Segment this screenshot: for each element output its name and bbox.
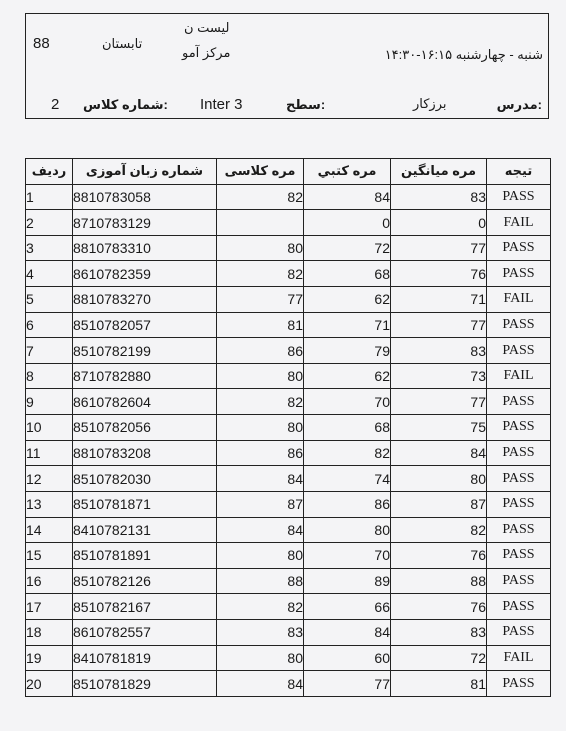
level-label: سطح:	[286, 97, 326, 112]
grades-table	[25, 158, 551, 697]
class-score: 80	[217, 363, 304, 389]
student-id: 8510782199	[73, 338, 217, 364]
col-header-student-id: شماره زبان آموزی	[73, 159, 217, 185]
average-score: 76	[391, 261, 487, 287]
class-score: 86	[217, 440, 304, 466]
average-score: 77	[391, 312, 487, 338]
written-score: 0	[304, 210, 391, 236]
row-number: 5	[26, 287, 73, 313]
class-score: 88	[217, 568, 304, 594]
table-row	[26, 671, 551, 697]
student-id: 8710783129	[73, 210, 217, 236]
result-status: PASS	[487, 466, 551, 492]
table-row	[26, 210, 551, 236]
written-score: 84	[304, 619, 391, 645]
student-id: 8510782057	[73, 312, 217, 338]
written-score: 77	[304, 671, 391, 697]
average-score: 72	[391, 645, 487, 671]
student-id: 8810783310	[73, 235, 217, 261]
class-info-header	[25, 13, 549, 119]
written-score: 74	[304, 466, 391, 492]
row-number: 20	[26, 671, 73, 697]
table-row	[26, 619, 551, 645]
result-status: FAIL	[487, 363, 551, 389]
student-id: 8610782359	[73, 261, 217, 287]
written-score: 70	[304, 389, 391, 415]
average-score: 88	[391, 568, 487, 594]
table-row	[26, 312, 551, 338]
average-score: 75	[391, 415, 487, 441]
average-score: 83	[391, 619, 487, 645]
written-score: 72	[304, 235, 391, 261]
result-status: PASS	[487, 235, 551, 261]
table-row	[26, 645, 551, 671]
result-status: PASS	[487, 671, 551, 697]
table-row	[26, 338, 551, 364]
table-row	[26, 389, 551, 415]
student-id: 8810783208	[73, 440, 217, 466]
list-title: لیست ن	[184, 20, 230, 35]
average-score: 77	[391, 235, 487, 261]
result-status: PASS	[487, 491, 551, 517]
written-score: 86	[304, 491, 391, 517]
student-id: 8810783270	[73, 287, 217, 313]
table-row	[26, 415, 551, 441]
table-row	[26, 440, 551, 466]
class-score: 87	[217, 491, 304, 517]
center-name: مرکز آمو	[182, 45, 231, 60]
teacher-name: برزکار	[413, 96, 447, 111]
average-score: 80	[391, 466, 487, 492]
table-row	[26, 184, 551, 210]
average-score: 81	[391, 671, 487, 697]
table-row	[26, 543, 551, 569]
class-score: 82	[217, 184, 304, 210]
row-number: 19	[26, 645, 73, 671]
table-row	[26, 466, 551, 492]
class-score: 77	[217, 287, 304, 313]
class-score: 80	[217, 235, 304, 261]
class-score: 82	[217, 261, 304, 287]
result-status: PASS	[487, 184, 551, 210]
result-status: PASS	[487, 543, 551, 569]
row-number: 10	[26, 415, 73, 441]
row-number: 11	[26, 440, 73, 466]
result-status: FAIL	[487, 210, 551, 236]
class-score: 80	[217, 415, 304, 441]
student-id: 8710782880	[73, 363, 217, 389]
class-score: 84	[217, 517, 304, 543]
class-score: 82	[217, 389, 304, 415]
student-id: 8510782030	[73, 466, 217, 492]
result-status: PASS	[487, 440, 551, 466]
row-number: 12	[26, 466, 73, 492]
class-score: 80	[217, 645, 304, 671]
written-score: 68	[304, 261, 391, 287]
student-id: 8510781829	[73, 671, 217, 697]
written-score: 71	[304, 312, 391, 338]
result-status: PASS	[487, 338, 551, 364]
table-row	[26, 568, 551, 594]
average-score: 87	[391, 491, 487, 517]
term-code: 88	[33, 35, 50, 52]
class-score: 84	[217, 671, 304, 697]
row-number: 2	[26, 210, 73, 236]
average-score: 77	[391, 389, 487, 415]
written-score: 82	[304, 440, 391, 466]
average-score: 84	[391, 440, 487, 466]
average-score: 76	[391, 543, 487, 569]
student-id: 8510782126	[73, 568, 217, 594]
table-row	[26, 235, 551, 261]
student-id: 8510781891	[73, 543, 217, 569]
average-score: 73	[391, 363, 487, 389]
teacher-label: مدرس:	[496, 97, 542, 112]
average-score: 0	[391, 210, 487, 236]
result-status: PASS	[487, 619, 551, 645]
row-number: 9	[26, 389, 73, 415]
average-score: 71	[391, 287, 487, 313]
col-header-row: ردیف	[26, 159, 73, 185]
average-score: 83	[391, 184, 487, 210]
average-score: 83	[391, 338, 487, 364]
written-score: 60	[304, 645, 391, 671]
col-header-class-score: مره کلاسی	[217, 159, 304, 185]
row-number: 4	[26, 261, 73, 287]
result-status: PASS	[487, 415, 551, 441]
written-score: 89	[304, 568, 391, 594]
class-number: 2	[51, 96, 60, 113]
table-row	[26, 287, 551, 313]
table-row	[26, 363, 551, 389]
table-header-row	[26, 159, 551, 185]
student-id: 8410782131	[73, 517, 217, 543]
table-row	[26, 261, 551, 287]
row-number: 18	[26, 619, 73, 645]
written-score: 79	[304, 338, 391, 364]
col-header-average: مره میانگین	[391, 159, 487, 185]
level-value: Inter 3	[200, 96, 243, 113]
result-status: PASS	[487, 517, 551, 543]
class-number-label: شماره کلاس:	[83, 97, 168, 112]
student-id: 8810783058	[73, 184, 217, 210]
student-id: 8610782557	[73, 619, 217, 645]
result-status: FAIL	[487, 645, 551, 671]
row-number: 3	[26, 235, 73, 261]
student-id: 8610782604	[73, 389, 217, 415]
average-score: 76	[391, 594, 487, 620]
student-id: 8510782167	[73, 594, 217, 620]
table-row	[26, 517, 551, 543]
row-number: 1	[26, 184, 73, 210]
class-score: 84	[217, 466, 304, 492]
row-number: 6	[26, 312, 73, 338]
table-row	[26, 491, 551, 517]
col-header-result: تیجه	[487, 159, 551, 185]
written-score: 62	[304, 363, 391, 389]
average-score: 82	[391, 517, 487, 543]
row-number: 13	[26, 491, 73, 517]
written-score: 84	[304, 184, 391, 210]
table-row	[26, 594, 551, 620]
written-score: 80	[304, 517, 391, 543]
result-status: PASS	[487, 568, 551, 594]
student-id: 8510781871	[73, 491, 217, 517]
written-score: 66	[304, 594, 391, 620]
class-score: 81	[217, 312, 304, 338]
result-status: PASS	[487, 594, 551, 620]
row-number: 16	[26, 568, 73, 594]
schedule-text: شنبه - چهارشنبه ۱۶:۱۵-۱۴:۳۰	[384, 47, 543, 62]
row-number: 7	[26, 338, 73, 364]
term-name: تابستان	[102, 36, 143, 51]
class-score: 82	[217, 594, 304, 620]
col-header-written-score: مره کتبي	[304, 159, 391, 185]
class-score: 83	[217, 619, 304, 645]
result-status: PASS	[487, 389, 551, 415]
row-number: 14	[26, 517, 73, 543]
result-status: PASS	[487, 312, 551, 338]
class-score	[217, 210, 304, 236]
written-score: 68	[304, 415, 391, 441]
student-id: 8510782056	[73, 415, 217, 441]
row-number: 8	[26, 363, 73, 389]
class-score: 86	[217, 338, 304, 364]
class-score: 80	[217, 543, 304, 569]
written-score: 62	[304, 287, 391, 313]
result-status: FAIL	[487, 287, 551, 313]
row-number: 15	[26, 543, 73, 569]
student-id: 8410781819	[73, 645, 217, 671]
written-score: 70	[304, 543, 391, 569]
result-status: PASS	[487, 261, 551, 287]
row-number: 17	[26, 594, 73, 620]
